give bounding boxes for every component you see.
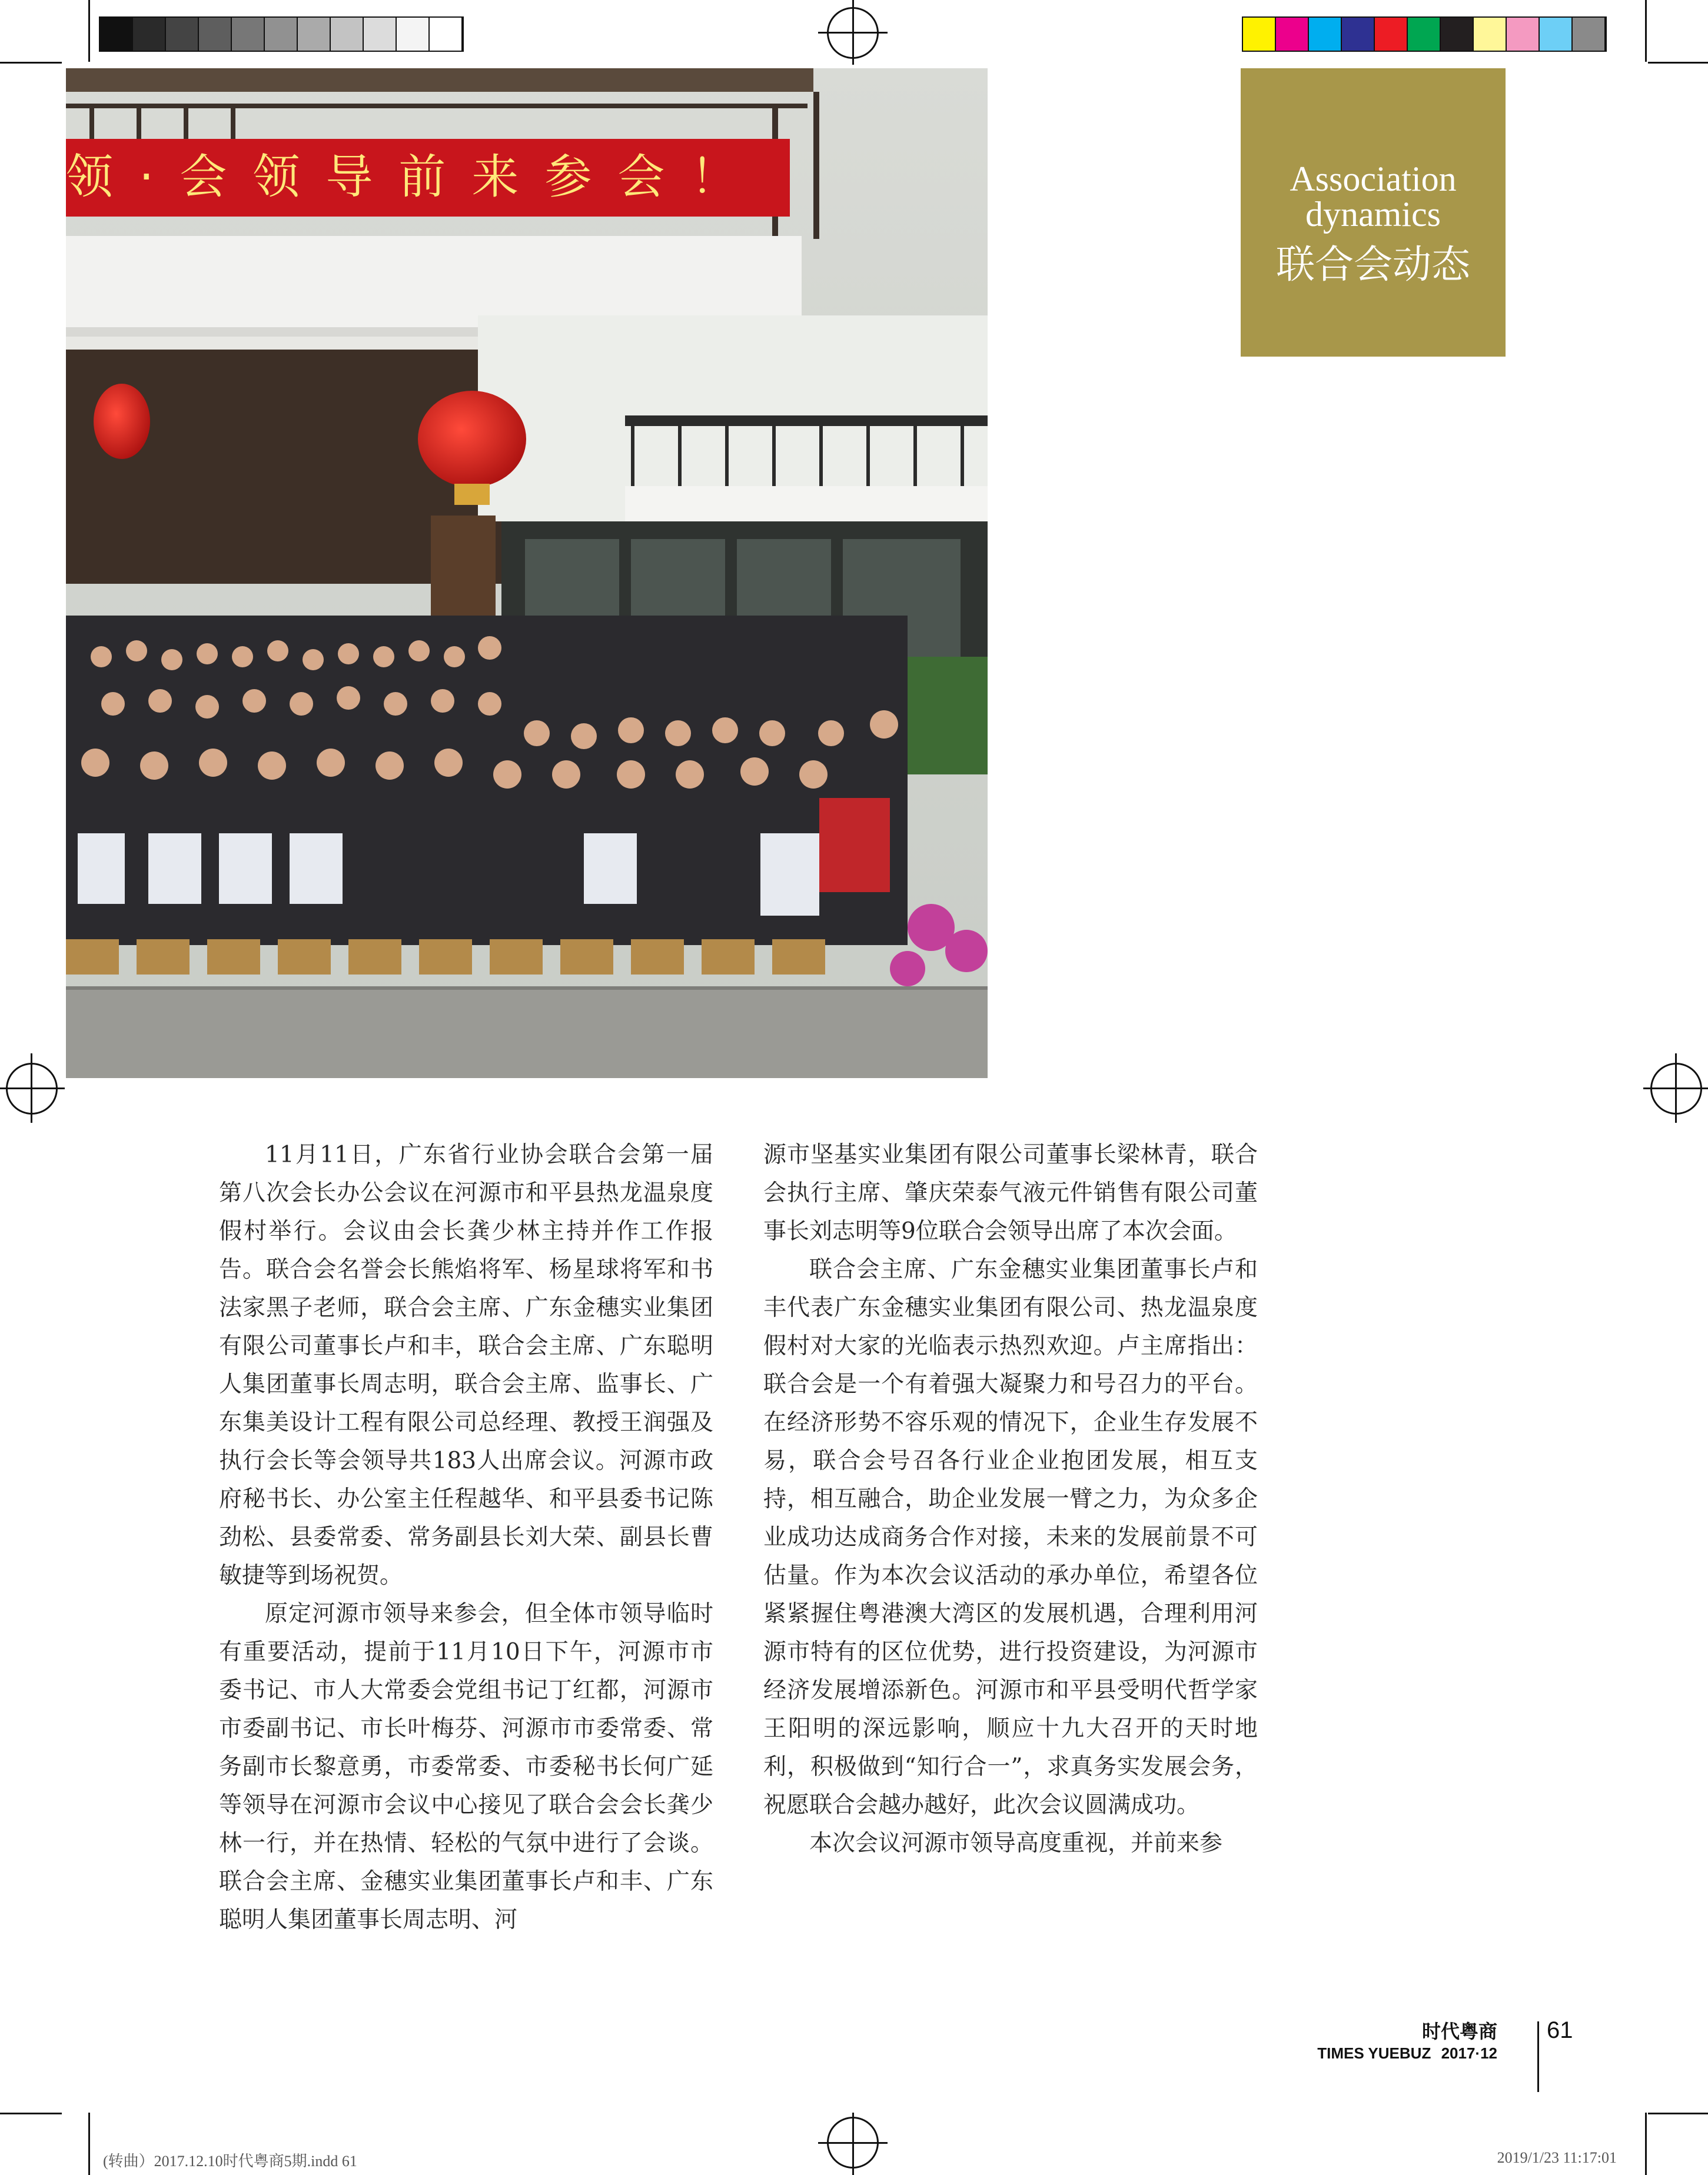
process-color-calibration-bar	[1242, 16, 1607, 52]
print-slug-file: (转曲）2017.12.10时代粤商5期.indd 61	[103, 2153, 357, 2170]
color-swatch	[1474, 18, 1507, 51]
article-paragraph: 原定河源市领导来参会，但全体市领导临时有重要活动，提前于11月10日下午，河源市市委书记、市人大常委会党组书记丁红都，河源市市委副书记、市长叶梅芬、河源市市委常委、常务副市长黎意勇，市委常委、市委秘书长何广延等领导在河源市会议中心接见了联合会会长龚少林一行，并在热情、轻松的气氛中进行了会谈。联合会主席、金穗实业集团董事长卢和丰、广东聪明人集团董事长周志明、河	[219, 1601, 713, 1933]
color-swatch	[1276, 18, 1309, 51]
gray-swatch	[166, 18, 199, 51]
page-number: 61	[1547, 2017, 1573, 2043]
color-swatch	[1309, 18, 1342, 51]
registration-mark-icon	[6, 1063, 58, 1115]
color-swatch	[1441, 18, 1474, 51]
gray-swatch	[199, 18, 232, 51]
article-column-right	[763, 1136, 1258, 1863]
gray-swatch	[232, 18, 265, 51]
section-tag	[1241, 68, 1506, 357]
gray-swatch	[364, 18, 397, 51]
gray-swatch	[331, 18, 364, 51]
magazine-name-english: TIMES YUEBUZ	[1317, 2044, 1431, 2062]
article-column-left	[219, 1136, 713, 1939]
gray-swatch	[298, 18, 331, 51]
issue-date: 2017·12	[1441, 2044, 1497, 2062]
banner-text: 领·会领导前来参会！	[66, 149, 764, 204]
gray-swatch	[100, 18, 133, 51]
gray-swatch	[133, 18, 166, 51]
magazine-name-chinese: 时代粤商	[1421, 2020, 1497, 2043]
section-tag-chinese: 联合会动态	[1276, 242, 1470, 287]
magazine-name-block	[1317, 2020, 1497, 2063]
color-swatch	[1243, 18, 1276, 51]
section-tag-english: Association dynamics	[1290, 159, 1457, 234]
color-swatch	[1342, 18, 1375, 51]
color-swatch	[1375, 18, 1408, 51]
registration-mark-icon	[827, 2117, 879, 2169]
color-swatch	[1408, 18, 1441, 51]
folio-divider	[1537, 2021, 1539, 2092]
gray-swatch	[430, 18, 463, 51]
gray-swatch	[397, 18, 430, 51]
registration-mark-icon	[1650, 1063, 1702, 1115]
article-paragraph: 11月11日，广东省行业协会联合会第一届第八次会长办公会议在河源市和平县热龙温泉度假村举行。会议由会长龚少林主持并作工作报告。联合会名誉会长熊焰将军、杨星球将军和书法家黑子老师，联合会主席、广东金穗实业集团有限公司董事长卢和丰，联合会主席、广东聪明人集团董事长周志明，联合会主席、监事长、广东集美设计工程有限公司总经理、教授王润强及执行会长等会领导共183人出席会议。河源市政府秘书长、办公室主任程越华、和平县委书记陈劲松、县委常委、常务副县长刘大荣、副县长曹敏捷等到场祝贺。	[219, 1142, 713, 1589]
registration-mark-icon	[827, 7, 879, 59]
color-swatch	[1507, 18, 1540, 51]
grayscale-calibration-bar	[99, 16, 464, 52]
group-photo	[66, 68, 988, 1078]
article-paragraph: 本次会议河源市领导高度重视，并前来参	[809, 1830, 1223, 1857]
color-swatch	[1540, 18, 1573, 51]
color-swatch	[1573, 18, 1606, 51]
print-slug-timestamp: 2019/1/23 11:17:01	[1497, 2149, 1617, 2166]
gray-swatch	[265, 18, 298, 51]
article-paragraph: 联合会主席、广东金穗实业集团董事长卢和丰代表广东金穗实业集团有限公司、热龙温泉度假村对大家的光临表示热烈欢迎。卢主席指出：联合会是一个有着强大凝聚力和号召力的平台。在经济形势不容乐观的情况下，企业生存发展不易，联合会号召各行业企业抱团发展，相互支持，相互融合，助企业发展一臂之力，为众多企业成功达成商务合作对接，未来的发展前景不可估量。作为本次会议活动的承办单位，希望各位紧紧握住粤港澳大湾区的发展机遇，合理利用河源市特有的区位优势，进行投资建设，为河源市经济发展增添新色。河源市和平县受明代哲学家王阳明的深远影响，顺应十九大召开的天时地利，积极做到“知行合一”，求真务实发展会务，祝愿联合会越办越好，此次会议圆满成功。	[763, 1256, 1258, 1818]
article-paragraph: 源市坚基实业集团有限公司董事长梁林青，联合会执行主席、肇庆荣泰气液元件销售有限公司董事长刘志明等9位联合会领导出席了本次会面。	[763, 1142, 1258, 1245]
